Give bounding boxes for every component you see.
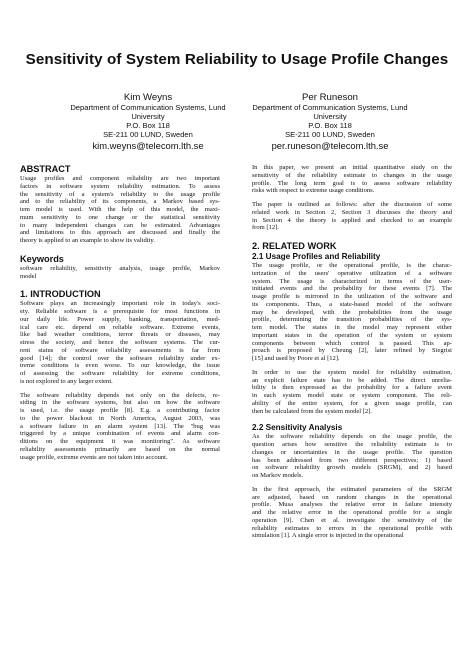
introduction-heading: 1. INTRODUCTION bbox=[20, 289, 101, 300]
subsection-2-2-heading: 2.2 Sensitivity Analysis bbox=[252, 423, 343, 433]
text-line: The usage profile, or the operational profile, is the charac- bbox=[252, 262, 452, 269]
text-line: ety. Reliable software is a prerequisite for most functions in bbox=[20, 308, 220, 315]
paper-title: Sensitivity of System Reliability to Usage Profile Changes bbox=[25, 51, 449, 68]
text-line: usage profile is mirrored in the utilization of the software and bbox=[252, 293, 452, 300]
subsection-2-2-paragraph-2 bbox=[252, 486, 452, 540]
text-line: ability of the entire system, for a given usage profile, can bbox=[252, 399, 452, 407]
text-line: are adjusted, based on random changes in the operational bbox=[252, 493, 452, 501]
text-line: in each system model state or system component. The reli- bbox=[252, 392, 452, 399]
text-line: profile. Musa analyses the relative error in failure intensity bbox=[252, 501, 452, 509]
text-line: and limitations to this approach are discussed and finally the bbox=[20, 229, 220, 237]
text-line: terization of the users' operative utilization of a software bbox=[252, 269, 452, 277]
text-line: of assessing the software reliability for extreme conditions, bbox=[20, 370, 220, 377]
text-line: factors in software system reliability estimation. To assess bbox=[20, 182, 220, 190]
introduction-paragraph-2 bbox=[20, 392, 220, 462]
introduction-paragraph-1 bbox=[20, 300, 220, 385]
right-column bbox=[252, 164, 452, 540]
text-line: profile, determining the transition probabilities of the sys- bbox=[252, 316, 452, 324]
intro-continued-paragraph-2 bbox=[252, 201, 452, 232]
text-line: rent status of software reliability assessments is far from bbox=[20, 346, 220, 354]
text-line: software reliability, sensitivity analysis, usage profile, Markov bbox=[20, 264, 220, 272]
keywords-body bbox=[20, 265, 220, 281]
text-line: treme conditions is even worse. To our knowledge, the issue bbox=[20, 362, 220, 370]
author-block-1 bbox=[58, 92, 238, 152]
text-line: sensitivity of the reliability estimate to changes in the usage bbox=[252, 171, 452, 179]
subsection-2-1-paragraph-1 bbox=[252, 262, 452, 363]
left-column bbox=[20, 164, 220, 461]
text-line: tem model is used. With the help of this model, the maxi- bbox=[20, 206, 220, 213]
text-line: components between which control is passed. This ap- bbox=[252, 339, 452, 347]
text-line: to the power blackout in North America, August 2003, was bbox=[20, 414, 220, 422]
author-email: kim.weyns@telecom.lth.se bbox=[92, 140, 204, 152]
text-line: In order to use the system model for reliability estimation, bbox=[252, 368, 452, 376]
author-affiliation-line: University bbox=[131, 112, 165, 122]
text-line: [15] and used by Poore et al [12]. bbox=[252, 355, 340, 362]
abstract-body bbox=[20, 175, 220, 245]
text-line: related work in Section 2, Section 3 discusses the theory and bbox=[252, 208, 452, 216]
text-line: in Section 4 the theory is applied and checked to an example bbox=[252, 216, 452, 224]
author-affiliation-line: SE-211 00 LUND, Sweden bbox=[285, 130, 375, 140]
author-affiliation-line: Department of Communication Systems, Lund bbox=[70, 103, 226, 112]
author-affiliation-line: P.O. Box 118 bbox=[126, 121, 170, 131]
related-work-heading: 2. RELATED WORK bbox=[252, 241, 337, 251]
text-line: reliability assessments primarily are based on the normal bbox=[20, 445, 220, 453]
author-affiliation-line: P.O. Box 118 bbox=[308, 121, 352, 131]
text-line: its components. Thus, a state-based model of the software bbox=[252, 300, 452, 308]
text-line: model bbox=[20, 272, 37, 280]
text-line: bility is then expressed as the probability for a failure event bbox=[252, 384, 452, 392]
text-line: usage profile, extreme events are not taken into account. bbox=[20, 453, 168, 461]
text-line: from [12]. bbox=[252, 224, 279, 232]
subsection-2-1-heading: 2.1 Usage Profiles and Reliability bbox=[252, 252, 381, 261]
text-line: our daily life. Power supply, banking, transportation, med- bbox=[20, 315, 220, 323]
text-line: a software failure in an alarm system [13]. The "bug was bbox=[20, 422, 220, 430]
text-line: to many independent changes can be estimated. Advantages bbox=[20, 221, 220, 229]
text-line: ditions on the equipment it was monitoring". As software bbox=[20, 438, 220, 445]
text-line: siding in the software systems, but also on how the software bbox=[20, 399, 220, 407]
text-line: initiated events and the probability for these events [7]. The bbox=[252, 285, 452, 293]
subsection-2-2-paragraph-1 bbox=[252, 433, 452, 480]
text-line: important states in the operation of the system or system bbox=[252, 331, 452, 339]
text-line: changes or uncertainties in the usage profile. The question bbox=[252, 448, 452, 456]
text-line: mum sensitivity to one change or the statistical sensitivity bbox=[20, 213, 220, 221]
text-line: theory is applied to an example to show its validity. bbox=[20, 237, 155, 244]
text-line: In the first approach, the estimated parameters of the SRGM bbox=[252, 485, 452, 493]
text-line: and the relative error in the operational profile for a single bbox=[252, 509, 452, 516]
text-line: stress the society, and hence the software systems. The cur- bbox=[20, 339, 220, 346]
text-line: question arises how sensitive the reliability estimate is to bbox=[252, 441, 452, 448]
text-line: As the software reliability depends on the usage profile, the bbox=[252, 433, 452, 441]
text-line: simulation [1]. A single error is injected in the operational bbox=[252, 532, 404, 540]
text-line: Usage profiles and component reliability are two important bbox=[20, 175, 220, 182]
text-line: an explicit failure state has to be added. The direct unrelia- bbox=[252, 376, 452, 384]
text-line: risks with respect to extreme usage conditions. bbox=[252, 187, 375, 195]
text-line: profile. The long term goal is to assess software reliability bbox=[252, 179, 452, 187]
text-line: like bad weather conditions, terror threats or diseases, may bbox=[20, 331, 220, 339]
text-line: proach is proposed by Cheung [2], later refined by Siegrist bbox=[252, 347, 452, 355]
text-line: ical care etc. depend on reliable software. Extreme events, bbox=[20, 323, 220, 331]
text-line: the sensitivity of a system's reliability to the usage profile bbox=[20, 190, 220, 198]
text-line: operation [9]. Chen et al. investigate the sensitivity of the bbox=[252, 516, 452, 524]
text-line: on Markov models. bbox=[252, 472, 304, 479]
text-line: The paper is outlined as follows: after the discussion of some bbox=[252, 201, 452, 208]
text-line: The software reliability depends not only on the defects, re- bbox=[20, 391, 220, 399]
author-email: per.runeson@telecom.lth.se bbox=[271, 140, 389, 152]
keywords-heading: Keywords bbox=[20, 253, 64, 264]
text-line: tem model. The states in the model may represent either bbox=[252, 324, 452, 331]
author-affiliation-line: Department of Communication Systems, Lund bbox=[252, 103, 408, 112]
author-affiliation-line: University bbox=[313, 112, 347, 122]
text-line: system. The usage is characterized in terms of the user- bbox=[252, 277, 452, 285]
intro-continued-paragraph-1 bbox=[252, 164, 452, 195]
text-line: is not explored to any larger extent. bbox=[20, 377, 113, 385]
subsection-2-1-paragraph-2 bbox=[252, 369, 452, 416]
text-line: on software reliability growth models (SRGM), and 2) based bbox=[252, 464, 452, 472]
text-line: good [14]; the control over the software reliability under ex- bbox=[20, 354, 220, 362]
text-line: In this paper, we present an initial quantitative study on the bbox=[252, 164, 452, 171]
author-block-2 bbox=[240, 92, 420, 152]
text-line: may be developed, with the probabilities from the usage bbox=[252, 308, 452, 316]
text-line: triggered by a unique combination of events and alarm con- bbox=[20, 430, 220, 438]
text-line: Software plays an increasingly important role in today's soci- bbox=[20, 300, 220, 308]
text-line: has been addressed from two different perspectives; 1) based bbox=[252, 456, 452, 464]
text-line: is used, i.e. the usage profile [8]. E.g. a contributing factor bbox=[20, 407, 220, 414]
text-line: and to the reliability of its components, a Markov based sys- bbox=[20, 198, 220, 206]
text-line: then be calculated from the system model [2]. bbox=[252, 407, 372, 415]
text-line: reliability estimates to errors in the operational profile with bbox=[252, 524, 452, 532]
author-affiliation-line: SE-211 00 LUND, Sweden bbox=[103, 130, 193, 140]
author-name: Per Runeson bbox=[302, 92, 358, 103]
abstract-heading: ABSTRACT bbox=[20, 164, 71, 174]
author-name: Kim Weyns bbox=[123, 92, 173, 103]
